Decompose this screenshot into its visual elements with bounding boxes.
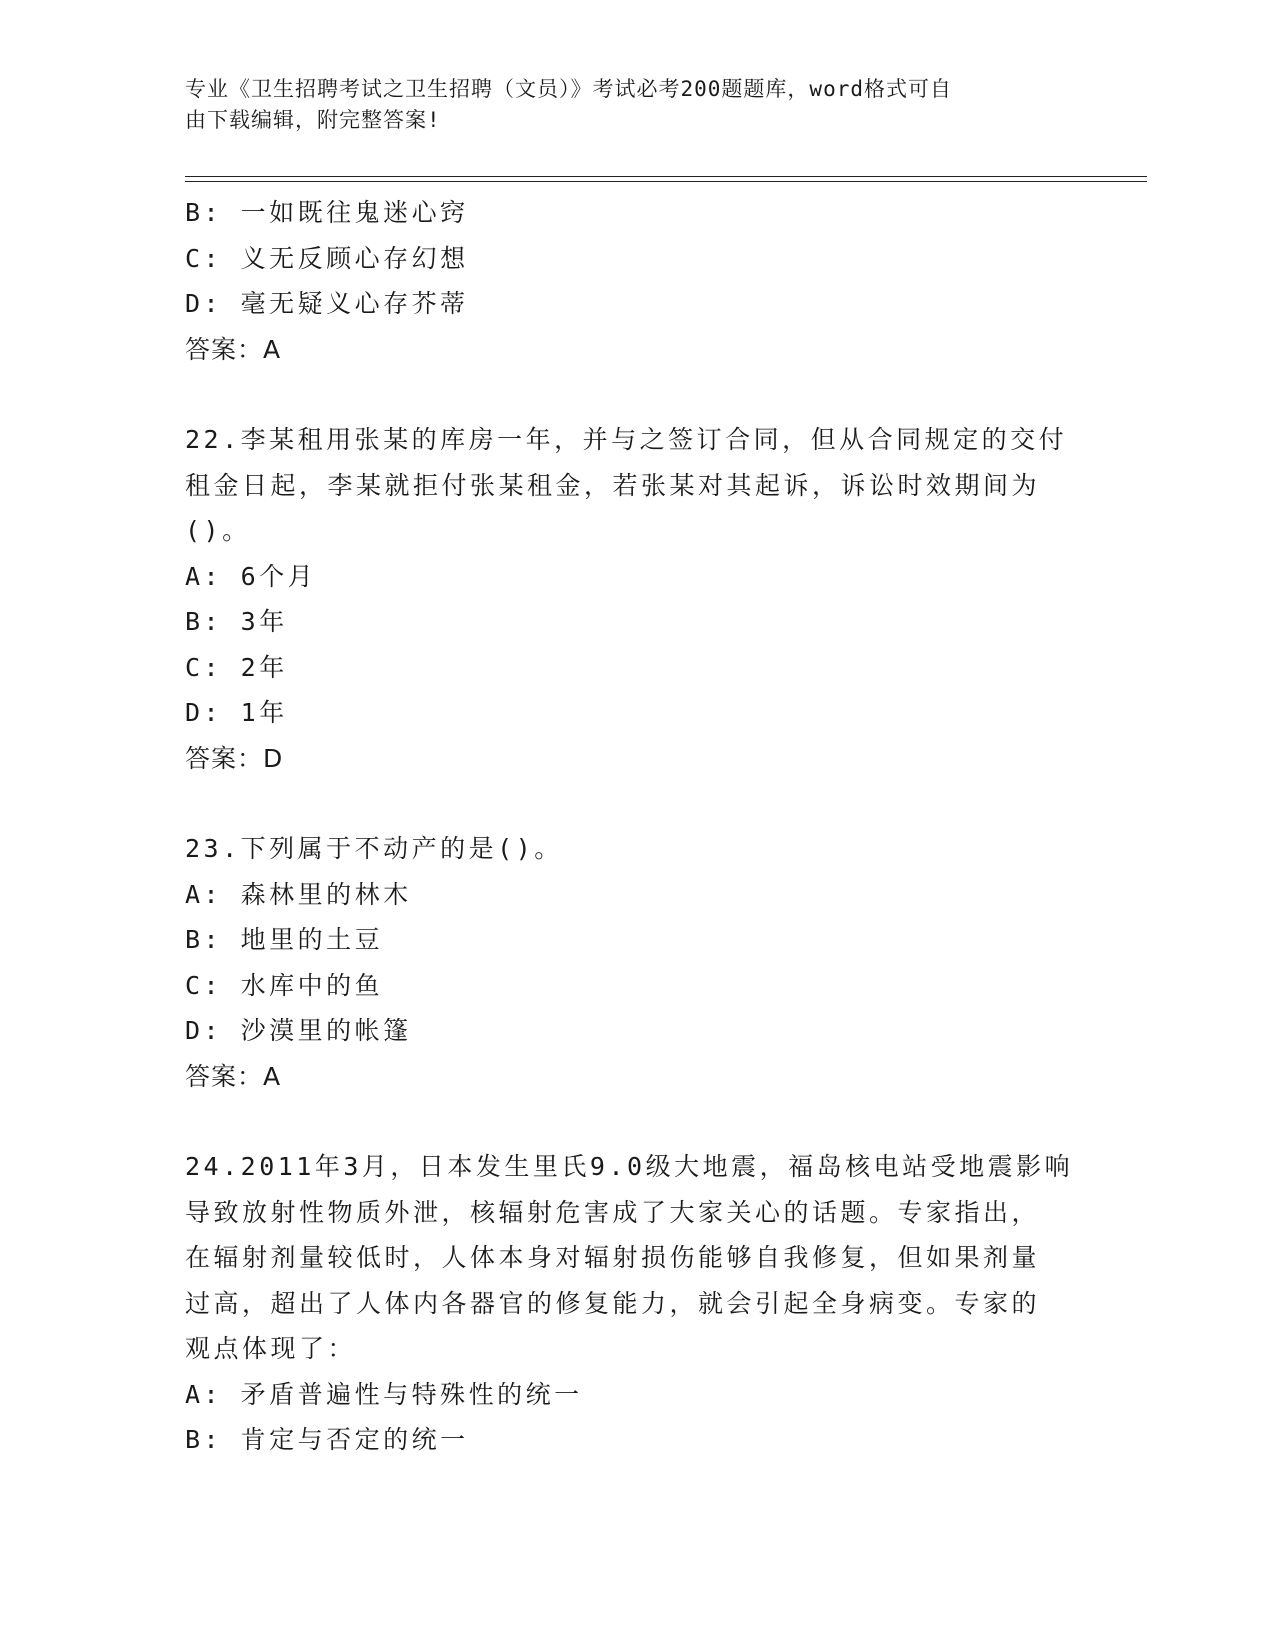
question-stem-line: 22.李某租用张某的库房一年，并与之签订合同，但从合同规定的交付	[185, 425, 1068, 454]
question-stem-line: 导致放射性物质外泄，核辐射危害成了大家关心的话题。专家指出，	[185, 1197, 1041, 1227]
document-body	[185, 190, 1105, 1463]
answer-line: 答案：A	[185, 334, 282, 364]
option-d: D: 毫无疑义心存芥蒂	[185, 289, 469, 318]
question-stem-line: 租金日起，李某就拒付张某租金，若张某对其起诉，诉讼时效期间为	[185, 470, 1041, 500]
answer-line: 答案：D	[185, 743, 284, 773]
question-stem-line: 在辐射剂量较低时，人体本身对辐射损伤能够自我修复，但如果剂量	[185, 1243, 1041, 1272]
option-a: A: 6个月	[185, 561, 317, 591]
option-c: C: 水库中的鱼	[185, 970, 384, 1000]
question-stem-line: 过高，超出了人体内各器官的修复能力，就会引起全身病变。专家的	[185, 1288, 1041, 1318]
option-d: D: 1年	[185, 698, 288, 727]
option-b: B: 一如既往鬼迷心窍	[185, 198, 469, 227]
option-c: C: 2年	[185, 652, 288, 682]
option-a: A: 矛盾普遍性与特殊性的统一	[185, 1379, 583, 1409]
option-c: C: 义无反顾心存幻想	[185, 243, 469, 273]
header-divider-top	[185, 176, 1147, 177]
option-b: B: 肯定与否定的统一	[185, 1425, 469, 1454]
option-b: B: 地里的土豆	[185, 925, 384, 954]
question-24	[185, 1144, 1105, 1463]
question-stem-line: 观点体现了：	[185, 1334, 357, 1363]
question-23	[185, 826, 1105, 1099]
question-stem-line: 24.2011年3月，日本发生里氏9.0级大地震，福岛核电站受地震影响	[185, 1152, 1074, 1181]
option-b: B: 3年	[185, 607, 288, 636]
question-stem-line: 23.下列属于不动产的是()。	[185, 834, 563, 863]
document-header	[185, 74, 1085, 136]
header-line-1: 专业《卫生招聘考试之卫生招聘（文员）》考试必考200题题库，word格式可自	[185, 77, 952, 101]
question-spacer	[185, 372, 1105, 417]
option-a: A: 森林里的林木	[185, 879, 412, 909]
question-stem-line: ()。	[185, 516, 251, 545]
answer-line: 答案：A	[185, 1061, 282, 1091]
question-spacer	[185, 1099, 1105, 1144]
header-divider-bottom	[185, 181, 1147, 182]
option-d: D: 沙漠里的帐篷	[185, 1016, 412, 1045]
question-spacer	[185, 781, 1105, 826]
question-22	[185, 417, 1105, 781]
header-line-2: 由下载编辑，附完整答案!	[185, 108, 441, 132]
question-21	[185, 190, 1105, 372]
